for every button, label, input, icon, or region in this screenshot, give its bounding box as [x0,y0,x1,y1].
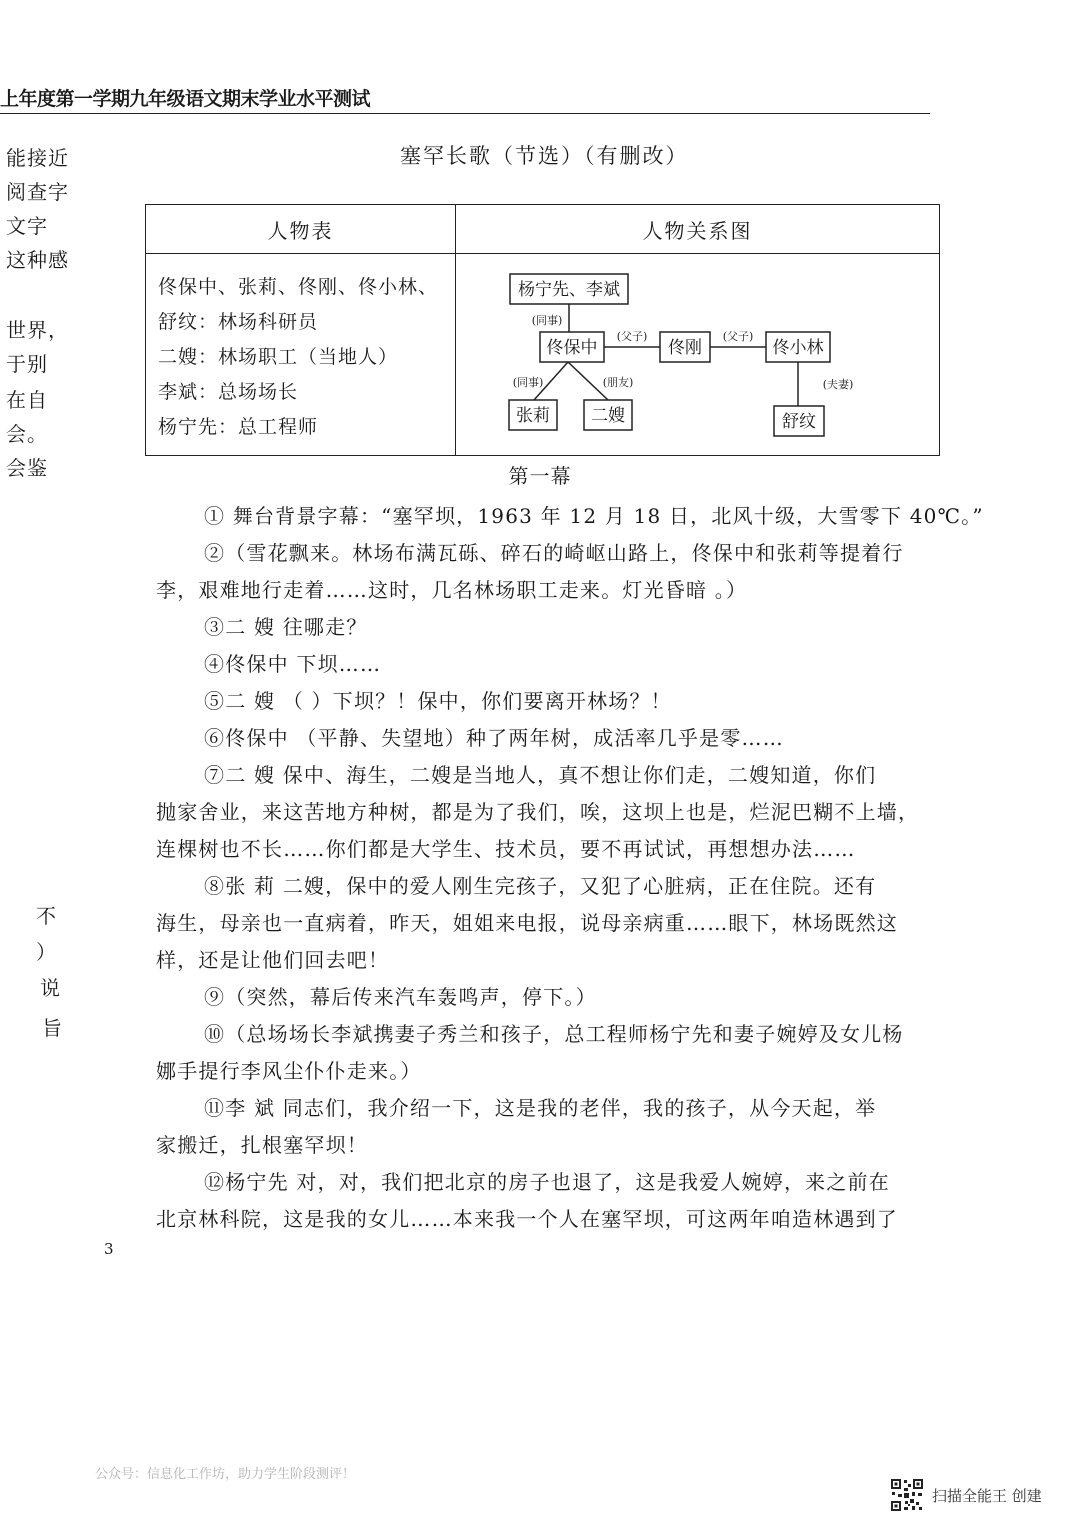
margin-fragment: 说 [40,976,61,1000]
script-line: ②（雪花飘来。林场布满瓦砾、碎石的崎岖山路上，佟保中和张莉等提着行 [204,541,904,565]
margin-fragment: ） [36,940,57,964]
script-line: ⑤二 嫂 （ ）下坝？！保中，你们要离开林场？！ [204,689,672,713]
label-rel-c-f: (夫妻) [822,378,854,391]
script-line: 北京林科院，这是我的女儿……本来我一个人在塞罕坝，可这两年咱造林遇到了 [156,1207,898,1231]
script-line: ④佟保中 下坝…… [204,652,382,676]
label-top-box: 杨宁先、李斌 [518,280,620,300]
label-box-f: 舒纹 [782,412,816,432]
margin-fragment: 会。 [6,422,48,446]
script-line: 娜手提行李风尘仆仆走来。） [156,1059,422,1083]
script-line: ⑥佟保中 （平静、失望地）种了两年树，成活率几乎是零…… [204,726,784,750]
script-line: ⑦二 嫂 保中、海生，二嫂是当地人，真不想让你们走，二嫂知道，你们 [204,763,877,787]
label-rel-top: (同事) [531,314,563,327]
script-line: ⑪李 斌 同志们，我介绍一下，这是我的老伴，我的孩子，从今天起，举 [204,1096,877,1120]
character-table [145,204,940,456]
script-line: ⑩（总场场长李斌携妻子秀兰和孩子，总工程师杨宁先和妻子婉婷及女儿杨 [204,1022,904,1046]
script-line: 连棵树也不长……你们都是大学生、技术员，要不再试试，再想想办法…… [156,837,856,861]
script-line: 李，艰难地行走着……这时，几名林场职工走来。灯光昏暗 。） [156,578,748,602]
cast-entry: 舒纹：林场科研员 [158,311,319,333]
label-box-c: 佟小林 [772,338,824,358]
header-rule [0,113,930,114]
scanner-label: 扫描全能王 创建 [932,1486,1042,1505]
script-line: ③二 嫂 往哪走？ [204,615,368,639]
script-line: 家搬迁，扎根塞罕坝！ [156,1133,368,1157]
scanner-badge [890,1478,1042,1512]
label-box-d: 张莉 [516,406,550,426]
label-box-a: 佟保中 [546,338,598,358]
cast-entry: 佟保中、张莉、佟刚、佟小林、 [158,276,439,298]
passage-title: 塞罕长歌（节选）（有删改） [400,144,689,168]
margin-fragment: 阅查字 [6,180,69,204]
script-line: 样，还是让他们回去吧！ [156,948,390,972]
script-line: ① 舞台背景字幕：“塞罕坝，1963 年 12 月 18 日，北风十级，大雪零下 40℃。” [204,504,984,528]
label-rel-right: (朋友) [602,376,634,389]
relationship-diagram-svg [456,254,940,456]
cast-list-header: 人物表 [146,205,456,254]
qr-code-icon [890,1478,924,1512]
script-line: ⑨（突然，幕后传来汽车轰鸣声，停下。） [204,985,597,1009]
margin-fragment: 旨 [42,1016,63,1040]
script-line: 海生，母亲也一直病着，昨天，姐姐来电报，说母亲病重……眼下，林场既然这 [156,911,898,935]
label-rel-a-b: (父子) [616,330,648,343]
relationship-diagram [456,254,940,456]
margin-fragment: 于别 [6,352,48,376]
script-line: ⑫杨宁先 对，对，我们把北京的房子也退了，这是我爱人婉婷，来之前在 [204,1170,890,1194]
margin-fragment: 不 [36,904,57,928]
label-box-b: 佟刚 [668,338,702,358]
cast-list [146,254,456,456]
margin-fragment: 会鉴 [6,456,48,480]
label-box-e: 二嫂 [591,406,625,426]
script-line: ⑧张 莉 二嫂，保中的爱人刚生完孩子，又犯了心脏病，正在住院。还有 [204,874,877,898]
cast-entry: 李斌：总场场长 [158,381,299,403]
cast-entry: 杨宁先：总工程师 [158,416,319,438]
exam-header: 上年度第一学期九年级语文期末学业水平测试 [0,88,371,110]
act-title: 第一幕 [508,464,572,488]
label-rel-left: (同事) [512,376,544,389]
relationship-diagram-header: 人物关系图 [456,205,940,254]
margin-fragment: 在自 [6,388,48,412]
script-line: 抛家舍业，来这苦地方种树，都是为了我们，唉，这坝上也是，烂泥巴糊不上墙， [156,800,920,824]
label-rel-b-c: (父子) [722,330,754,343]
margin-fragment: 能接近 [6,146,69,170]
cast-entry: 二嫂：林场职工（当地人） [158,346,399,368]
watermark-note: 公众号：信息化工作坊，助力学生阶段测评！ [95,1467,356,1482]
margin-fragment: 这种感 [6,248,69,272]
page-number: 3 [104,1240,114,1258]
margin-fragment: 世界， [6,318,69,342]
margin-fragment: 文字 [6,214,48,238]
